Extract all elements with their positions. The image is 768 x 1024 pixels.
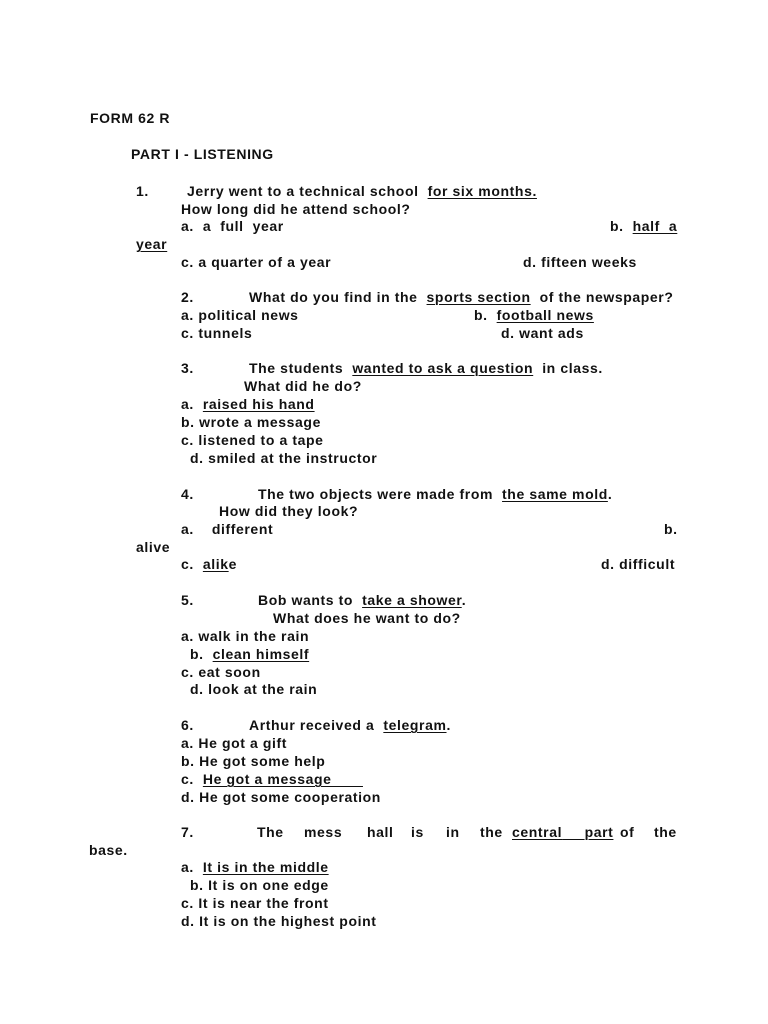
option-b-continued [136,235,167,253]
option-a: a. different [181,521,274,537]
question-stem [249,716,451,734]
option-c [181,555,237,573]
question-number: 5. [181,592,194,608]
option-label: a. [181,396,194,412]
option-b: b. He got some help [181,753,326,769]
section-heading: PART I - LISTENING [131,146,274,162]
option-a: a. walk in the rain [181,628,310,644]
correct-answer: It is in the middle [202,859,329,875]
question-prompt: What did he do? [244,378,362,394]
stem-text: in class. [542,360,603,376]
stem-word: is [411,824,424,840]
correct-answer: clean himself [212,646,310,662]
form-title: FORM 62 R [90,110,171,126]
question-stem [258,591,466,609]
stem-word: in [446,824,460,840]
option-b [474,306,594,324]
option-c: c. a quarter of a year [181,254,332,270]
option-b [610,217,677,235]
stem-text: Jerry went to a technical school [187,183,419,199]
key-word: central [512,824,563,840]
option-text: e [228,556,238,572]
option-c: c. listened to a tape [181,432,324,448]
option-b: b. It is on one edge [190,877,329,893]
question-number: 3. [181,360,194,376]
option-b: b. [664,521,678,537]
option-label: b. [190,646,204,662]
stem-text: of the newspaper? [539,289,674,305]
option-b [190,645,309,663]
option-d: d. smiled at the instructor [190,450,378,466]
correct-answer: raised his hand [202,396,315,412]
option-c: c. tunnels [181,325,253,341]
stem-text: The two objects were made from [258,486,494,502]
stem-continued: base. [89,842,128,858]
question-prompt: How long did he attend school? [181,201,411,217]
stem-word: the [654,824,677,840]
key-word: part [584,824,614,840]
option-label: c. [181,771,194,787]
correct-answer: alik [202,556,229,572]
question-number: 7. [181,824,194,840]
answer-key-phrase: take a shower [362,592,462,608]
correct-answer: He got a message [202,771,363,787]
answer-key-phrase: telegram [383,717,447,733]
option-a: a. a full year [181,218,284,234]
answer-key-phrase: the same mold [502,486,608,502]
option-a [181,858,329,876]
answer-key-phrase: sports section [426,289,531,305]
question-number: 1. [136,183,149,199]
correct-answer: half a [632,218,678,234]
stem-word: The [257,824,284,840]
option-label: b. [610,218,624,234]
stem-text: What do you find in the [249,289,418,305]
stem-text: . [607,486,613,502]
question-prompt: How did they look? [219,503,359,519]
answer-key-phrase: for six months. [427,183,537,199]
option-b: b. wrote a message [181,414,321,430]
option-a: a. political news [181,307,299,323]
option-label: c. [181,556,194,572]
stem-text: The students [249,360,344,376]
stem-text: Bob wants to [258,592,354,608]
question-stem [258,485,612,503]
option-d: d. He got some cooperation [181,789,381,805]
option-label: a. [181,859,194,875]
option-c: c. eat soon [181,664,261,680]
question-number: 4. [181,486,194,502]
stem-text: . [461,592,467,608]
question-number: 6. [181,717,194,733]
option-d: d. look at the rain [190,681,318,697]
correct-answer: football news [496,307,594,323]
option-c: c. It is near the front [181,895,329,911]
option-d: d. It is on the highest point [181,913,377,929]
question-prompt: What does he want to do? [273,610,461,626]
option-b-continued: alive [136,539,171,555]
question-stem [249,359,603,377]
stem-text: . [446,717,452,733]
stem-text: Arthur received a [249,717,375,733]
option-d: d. difficult [601,556,676,572]
stem-word: of [620,824,635,840]
stem-word: mess [304,824,343,840]
correct-answer: year [136,236,168,252]
option-a: a. He got a gift [181,735,288,751]
stem-word: the [480,824,503,840]
answer-key-phrase: wanted to ask a question [352,360,534,376]
option-d: d. fifteen weeks [523,254,637,270]
question-stem [187,182,537,200]
option-label: b. [474,307,488,323]
answer-key-phrase [512,823,613,841]
option-d: d. want ads [501,325,584,341]
question-stem [249,288,674,306]
question-number: 2. [181,289,194,305]
stem-word: hall [367,824,394,840]
option-a [181,395,315,413]
option-c [181,770,363,788]
